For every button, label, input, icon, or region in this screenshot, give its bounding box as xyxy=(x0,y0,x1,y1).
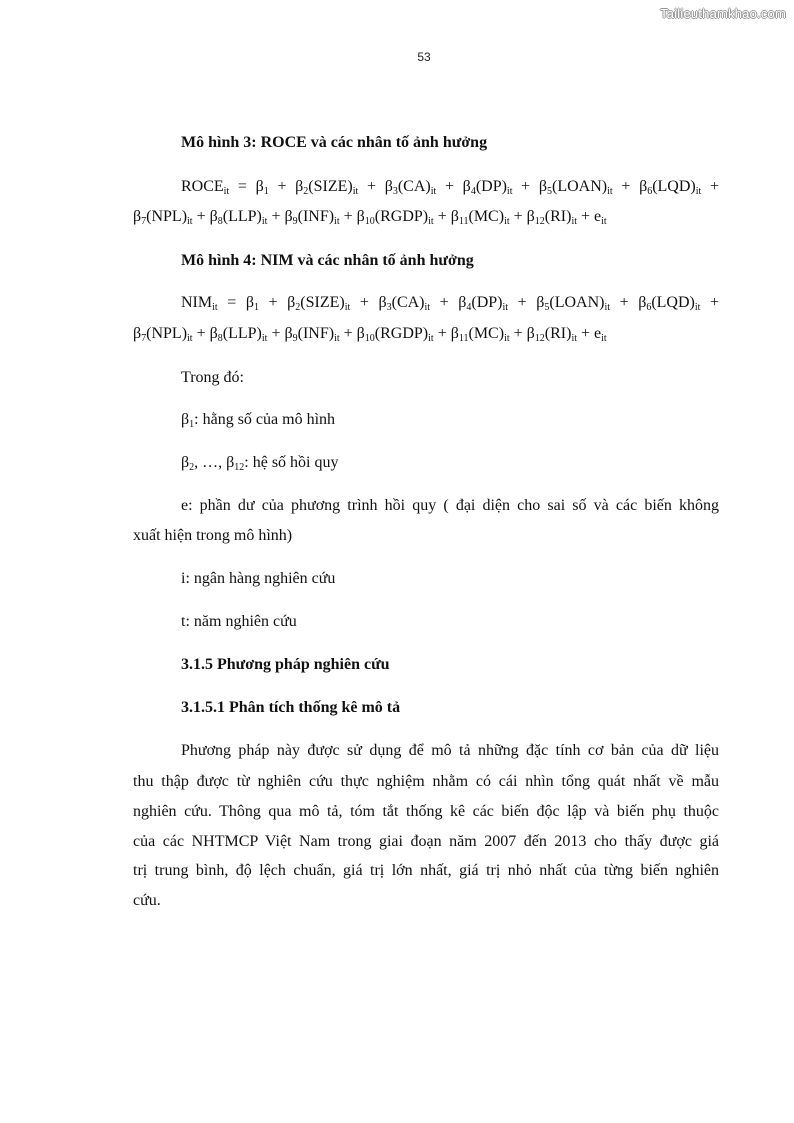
section-heading-3-1-5: 3.1.5 Phương pháp nghiên cứu xyxy=(181,656,390,673)
legend-i: i: ngân hàng nghiên cứu xyxy=(181,570,336,587)
model3-equation-line1: $ROCE_{it} = \beta_1$ + $\beta_2(SIZE)_{it} + \beta_3(CA)_{it} + \beta_4(DP)_{it}$ + $\beta_5(LOAN)_{it} + \beta_6(LQD)_{it}$ + xyxy=(181,178,720,197)
paragraph-line-5: trị trung bình, độ lệch chuẩn, giá trị lớn nhất, giá trị nhỏ nhất của từng biến nghiên xyxy=(133,862,719,879)
paragraph-line-1: Phương pháp này được sử dụng để mô tả những đặc tính cơ bản của dữ liệu xyxy=(181,742,719,759)
model3-heading: Mô hình 3: ROCE và các nhân tố ảnh hưởng xyxy=(181,134,488,151)
section-heading-3-1-5-1: 3.1.5.1 Phân tích thống kê mô tả xyxy=(181,699,401,716)
legend-e-line1: e: phần dư của phương trình hồi quy ( đại diện cho sai số và các biến không xyxy=(181,497,719,514)
model4-equation-line2: $\beta_7(NPL)_{it} + \beta_8(LLP)_{it} + \beta_9(INF)_{it}$ + $\beta_{10}(RGDP)_{it} + \beta_{11}(MC)_{it} + \beta_{12}(RI)_{it} + e_{it}$ xyxy=(133,325,607,344)
paragraph-line-4: của các NHTMCP Việt Nam trong giai đoạn năm 2007 đến 2013 cho thấy được giá xyxy=(133,833,719,850)
model3-equation-line2: $\beta_7(NPL)_{it} + \beta_8(LLP)_{it} + \beta_9(INF)_{it}$ + $\beta_{10}(RGDP)_{it} + \beta_{11}(MC)_{it} + \beta_{12}(RI)_{it} + e_{it}$ xyxy=(133,208,607,227)
legend-t: t: năm nghiên cứu xyxy=(181,613,297,630)
model4-heading: Mô hình 4: NIM và các nhân tố ảnh hưởng xyxy=(181,252,474,269)
paragraph-line-6: cứu. xyxy=(133,892,161,909)
paragraph-line-2: thu thập được từ nghiên cứu thực nghiệm nhằm có cái nhìn tổng quát nhất về mẫu xyxy=(133,773,719,790)
legend-beta2-12: $\beta_2$, …, $\beta_{12}$: hệ số hồi quy xyxy=(181,454,339,473)
legend-e-line2: xuất hiện trong mô hình) xyxy=(133,527,293,544)
legend-intro: Trong đó: xyxy=(181,369,244,386)
page-number: 53 xyxy=(417,50,431,64)
model4-equation-line1: $NIM_{it} = \beta_1$ + $\beta_2(SIZE)_{it} + \beta_3(CA)_{it} + \beta_4(DP)_{it}$ + $\beta_5(LOAN)_{it} + \beta_6(LQD)_{it}$ + xyxy=(181,294,720,313)
watermark: Tailieuthamkhao.com xyxy=(660,6,786,21)
legend-beta1: $\beta_1$: hằng số của mô hình xyxy=(181,411,336,430)
paragraph-line-3: nghiên cứu. Thông qua mô tả, tóm tắt thống kê các biến độc lập và biến phụ thuộc xyxy=(133,803,719,820)
